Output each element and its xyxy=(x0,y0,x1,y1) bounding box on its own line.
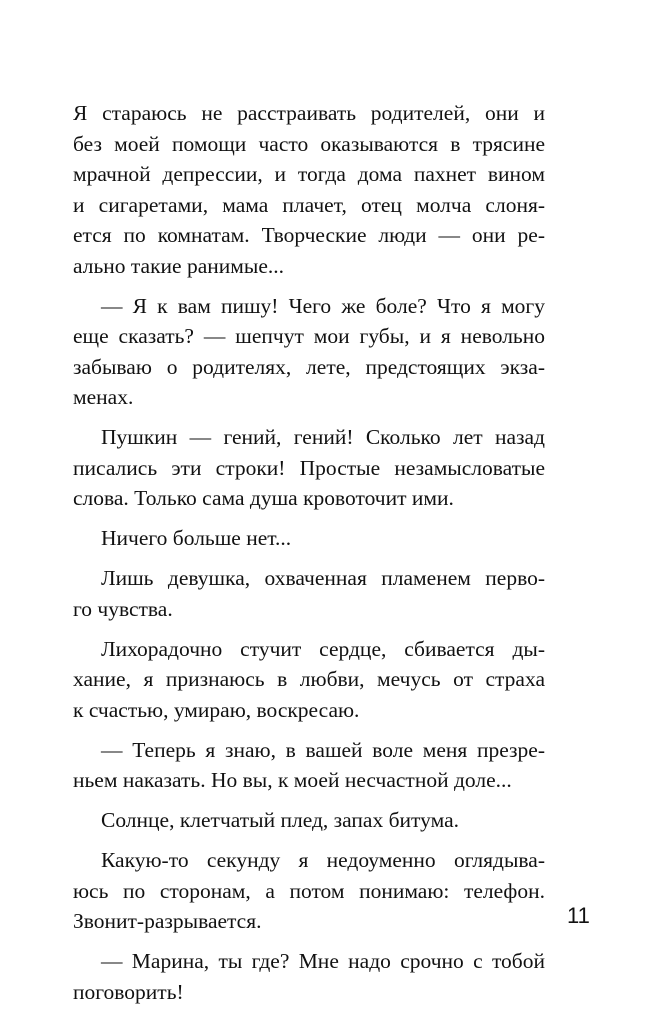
paragraph xyxy=(73,291,545,413)
paragraph xyxy=(73,805,545,836)
text-line: писались эти строки! Простые незамысловатые xyxy=(73,455,545,480)
text-line: поговорить! xyxy=(73,979,184,1004)
text-line: Лихорадочно стучит сердце, сбивается ды- xyxy=(101,636,545,661)
text-line: ньем наказать. Но вы, к моей несчастной доле... xyxy=(73,768,512,792)
paragraph xyxy=(73,845,545,937)
body-text xyxy=(73,98,545,1017)
text-line: мрачной депрессии, и тогда дома пахнет вином xyxy=(73,162,545,186)
text-line: ально такие ранимые... xyxy=(73,253,284,278)
text-line: го чувства. xyxy=(73,596,173,621)
text-line: ется по комнатам. Творческие люди — они ре- xyxy=(73,223,545,247)
paragraph xyxy=(73,98,545,281)
text-line: — Я к вам пишу! Чего же боле? Что я могу xyxy=(101,293,545,318)
text-line: еще сказать? — шепчут мои губы, и я невольно xyxy=(73,324,545,348)
page-number: 11 xyxy=(567,903,590,928)
text-line: Какую-то секунду я недоуменно оглядыва- xyxy=(101,848,545,872)
text-line: Ничего больше нет... xyxy=(101,526,292,550)
text-line: юсь по сторонам, а потом понимаю: телефон. xyxy=(73,878,545,903)
paragraph xyxy=(73,563,545,624)
paragraph xyxy=(73,634,545,726)
text-line: хание, я признаюсь в любви, мечусь от страха xyxy=(73,667,545,691)
text-line: Лишь девушка, охваченная пламенем перво- xyxy=(101,566,545,590)
paragraph xyxy=(73,422,545,514)
text-line: — Марина, ты где? Мне надо срочно с тобой xyxy=(101,949,545,973)
text-line: и сигаретами, мама плачет, отец молча слоня- xyxy=(73,192,545,217)
paragraph xyxy=(73,735,545,796)
text-line: Я стараюсь не расстраивать родителей, они и xyxy=(73,101,545,125)
text-line: к счастью, умираю, воскресаю. xyxy=(73,697,360,722)
paragraph xyxy=(73,523,545,554)
text-line: слова. Только сама душа кровоточит ими. xyxy=(73,486,454,510)
text-line: Пушкин — гений, гений! Сколько лет назад xyxy=(101,425,545,449)
text-line: без моей помощи часто оказываются в трясине xyxy=(73,131,545,156)
text-line: — Теперь я знаю, в вашей воле меня презре- xyxy=(101,737,545,762)
text-line: Солнце, клетчатый плед, запах битума. xyxy=(101,808,459,832)
paragraph xyxy=(73,946,545,1007)
text-line: забываю о родителях, лете, предстоящих экза- xyxy=(73,354,545,379)
text-line: менах. xyxy=(73,385,134,409)
text-line: Звонит-разрывается. xyxy=(73,909,262,933)
